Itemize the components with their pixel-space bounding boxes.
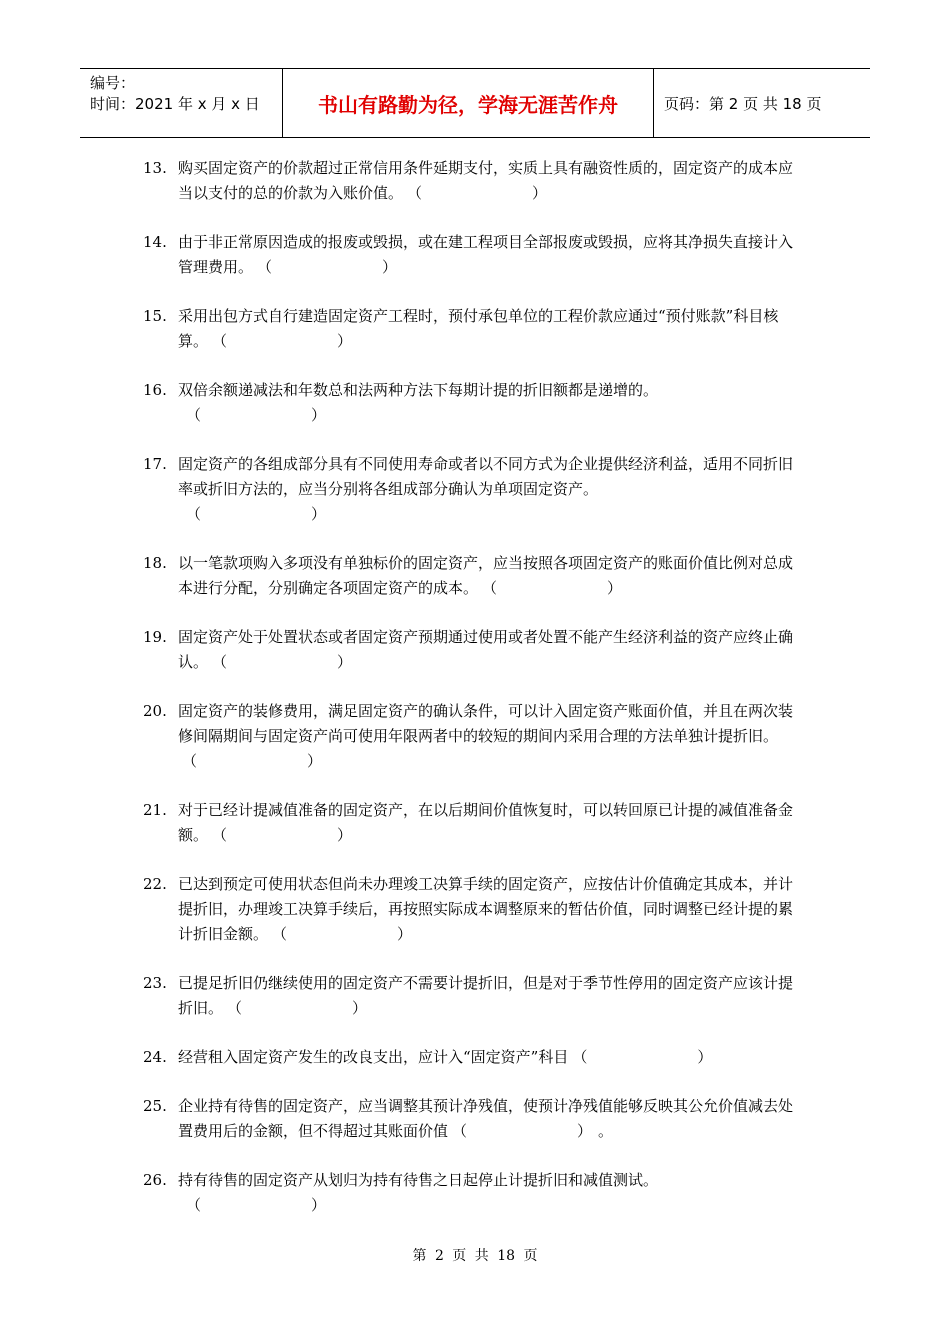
question-item: [143, 1094, 803, 1144]
header-motto: 书山有路勤为径，学海无涯苦作舟: [282, 69, 654, 137]
paren-close: ）: [397, 925, 413, 943]
paren-open: （: [572, 1048, 588, 1066]
question-item: [143, 452, 803, 527]
question-number: 16.: [143, 381, 167, 399]
answer-blank[interactable]: [212, 650, 352, 675]
answer-blank[interactable]: [182, 749, 322, 774]
question-text: 由于非正常原因造成的报废或毁损，或在建工程项目全部报废或毁损，应将其净损失直接计入管理费用。: [178, 233, 794, 276]
answer-blank[interactable]: [572, 1045, 712, 1070]
answer-blank[interactable]: [212, 329, 352, 354]
question-number: 19.: [143, 628, 167, 646]
question-number: 22.: [143, 875, 167, 893]
paren-open: （: [212, 826, 228, 844]
paren-close: ）: [337, 332, 353, 350]
question-item: [143, 699, 803, 774]
question-item: [143, 156, 803, 206]
header-meta: [80, 69, 282, 137]
question-item: [143, 872, 803, 947]
question-text: 对于已经计提减值准备的固定资产，在以后期间价值恢复时，可以转回原已计提的减值准备金额。: [178, 801, 794, 844]
question-number: 21.: [143, 801, 167, 819]
answer-blank[interactable]: [186, 1193, 326, 1218]
paren-close: ）: [337, 653, 353, 671]
paren-open: （: [186, 1196, 202, 1214]
question-text: 双倍余额递减法和年数总和法两种方法下每期计提的折旧额都是递增的。: [178, 381, 659, 399]
paren-close: ）: [311, 1196, 327, 1214]
paren-close: ）: [307, 752, 323, 770]
paren-open: （: [407, 184, 423, 202]
answer-blank[interactable]: [227, 996, 367, 1021]
question-item: [143, 1045, 803, 1070]
question-number: 26.: [143, 1171, 167, 1189]
question-item: [143, 971, 803, 1021]
paren-close: ）: [311, 505, 327, 523]
answer-blank[interactable]: [482, 576, 622, 601]
paren-close: ）: [532, 184, 548, 202]
question-number: 18.: [143, 554, 167, 572]
question-item: [143, 551, 803, 601]
question-number: 20.: [143, 702, 167, 720]
question-item: [143, 1168, 803, 1218]
answer-blank[interactable]: [452, 1119, 592, 1144]
question-number: 25.: [143, 1097, 167, 1115]
answer-blank[interactable]: [186, 502, 326, 527]
paren-open: （: [482, 579, 498, 597]
question-list: [143, 156, 803, 1242]
paren-close: ）: [352, 999, 368, 1017]
question-text: 固定资产的装修费用，满足固定资产的确认条件，可以计入固定资产账面价值，并且在两次装修间隔期间与固定资产尚可使用年限两者中的较短的期间内采用合理的方法单独计提折旧。: [178, 702, 794, 745]
question-item: [143, 230, 803, 280]
question-text: 企业持有待售的固定资产，应当调整其预计净残值，使预计净残值能够反映其公允价值减去处置费用后的金额，但不得超过其账面价值: [178, 1097, 794, 1140]
question-text: 固定资产的各组成部分具有不同使用寿命或者以不同方式为企业提供经济利益，适用不同折旧率或折旧方法的，应当分别将各组成部分确认为单项固定资产。: [178, 455, 794, 498]
paren-open: （: [186, 505, 202, 523]
answer-blank[interactable]: [407, 181, 547, 206]
question-item: [143, 378, 803, 428]
answer-blank[interactable]: [257, 255, 397, 280]
question-item: [143, 304, 803, 354]
paren-close: ）: [337, 826, 353, 844]
answer-blank[interactable]: [212, 823, 352, 848]
page-footer: 第 2 页 共 18 页: [412, 1248, 538, 1264]
question-item: [143, 798, 803, 848]
paren-open: （: [212, 653, 228, 671]
question-number: 17.: [143, 455, 167, 473]
paren-close: ）: [382, 258, 398, 276]
paren-open: （: [272, 925, 288, 943]
paren-open: （: [452, 1122, 468, 1140]
question-text: 固定资产处于处置状态或者固定资产预期通过使用或者处置不能产生经济利益的资产应终止确认。: [178, 628, 794, 671]
question-number: 24.: [143, 1048, 167, 1066]
paren-close: ）: [577, 1122, 593, 1140]
page-header: [80, 68, 870, 138]
question-number: 14.: [143, 233, 167, 251]
paren-open: （: [212, 332, 228, 350]
question-text: 采用出包方式自行建造固定资产工程时，预付承包单位的工程价款应通过“预付账款”科目核算。: [178, 307, 779, 350]
question-number: 23.: [143, 974, 167, 992]
question-text: 持有待售的固定资产从划归为持有待售之日起停止计提折旧和减值测试。: [178, 1171, 659, 1189]
paren-open: （: [257, 258, 273, 276]
question-text: 已提足折旧仍继续使用的固定资产不需要计提折旧，但是对于季节性停用的固定资产应该计提折旧。: [178, 974, 794, 1017]
question-text: 购买固定资产的价款超过正常信用条件延期支付，实质上具有融资性质的，固定资产的成本应当以支付的总的价款为入账价值。: [178, 159, 794, 202]
paren-open: （: [186, 406, 202, 424]
question-number: 15.: [143, 307, 167, 325]
paren-close: ）: [607, 579, 623, 597]
paren-close: ）: [697, 1048, 713, 1066]
answer-blank[interactable]: [186, 403, 326, 428]
question-item: [143, 625, 803, 675]
header-page-info: 页码：第 2 页 共 18 页: [664, 94, 822, 113]
answer-blank[interactable]: [272, 922, 412, 947]
document-time-label: 时间：2021 年 x 月 x 日: [90, 95, 260, 113]
paren-open: （: [227, 999, 243, 1017]
question-text: 已达到预定可使用状态但尚未办理竣工决算手续的固定资产，应按估计价值确定其成本，并计提折旧，办理竣工决算手续后，再按照实际成本调整原来的暂估价值，同时调整已经计提的累计折旧金额。: [178, 875, 794, 943]
document-number-label: 编号：: [90, 74, 136, 92]
question-text: 以一笔款项购入多项没有单独标价的固定资产，应当按照各项固定资产的账面价值比例对总成本进行分配，分别确定各项固定资产的成本。: [178, 554, 794, 597]
paren-open: （: [182, 752, 198, 770]
question-number: 13.: [143, 159, 167, 177]
question-text: 经营租入固定资产发生的改良支出，应计入“固定资产”科目: [178, 1048, 569, 1066]
paren-close: ）: [311, 406, 327, 424]
question-suffix: 。: [598, 1122, 614, 1140]
